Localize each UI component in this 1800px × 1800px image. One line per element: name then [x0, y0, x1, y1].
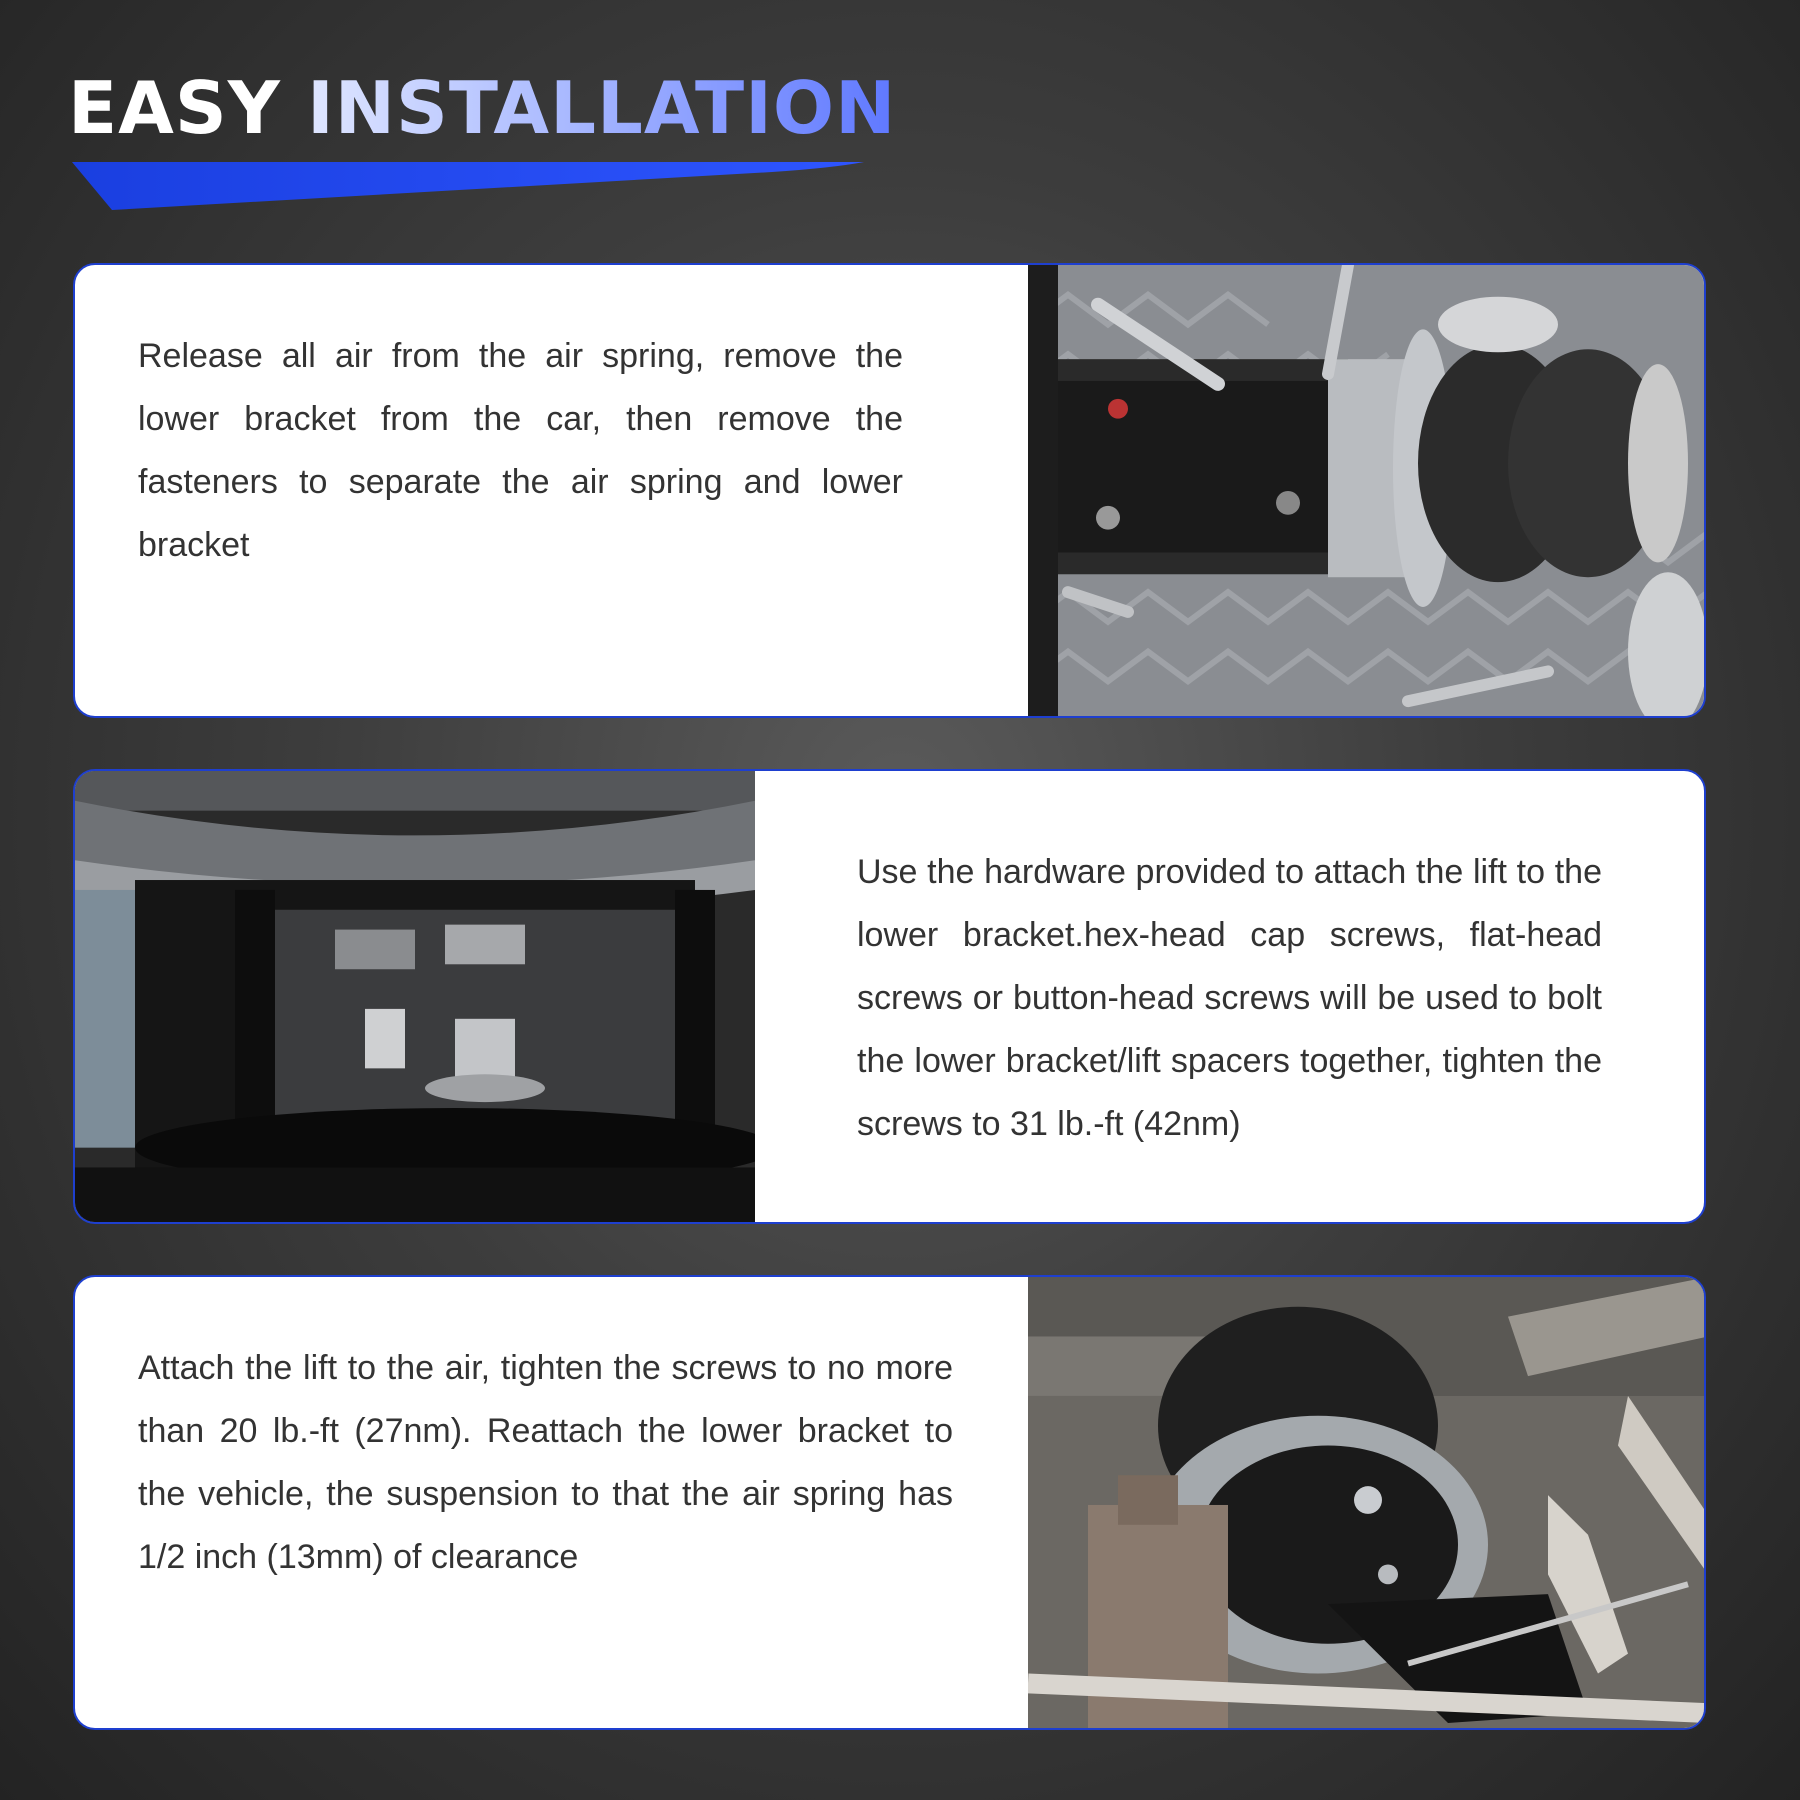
title-word-easy: EASY [68, 66, 281, 150]
step-2-text: Use the hardware provided to attach the lift to the lower bracket.hex-head cap screws, flat-head screws or button-head screws will be used to bolt the lower bracket/lift spacers together, tighten the screws to 31 lb.-ft (42nm) [857, 853, 1602, 1143]
step-card-2 [73, 769, 1706, 1224]
step-1-text: Release all air from the air spring, remove the lower bracket from the car, then remove the fasteners to separate the air spring and lower bracket [138, 337, 903, 564]
step-card-1 [73, 263, 1706, 718]
step-3-text: Attach the lift to the air, tighten the screws to no more than 20 lb.-ft (27nm). Reattach the lower bracket to the vehicle, the suspension to that the air spring has 1/2 inch (13mm) of clearance [138, 1349, 953, 1576]
step-3-photo [1028, 1277, 1706, 1728]
step-2-photo [75, 771, 755, 1222]
page-title [68, 66, 897, 150]
title-underline-bar [72, 160, 864, 210]
title-word-installation: INSTALLATION [306, 66, 897, 150]
step-card-3 [73, 1275, 1706, 1730]
step-1-photo [1028, 265, 1706, 716]
